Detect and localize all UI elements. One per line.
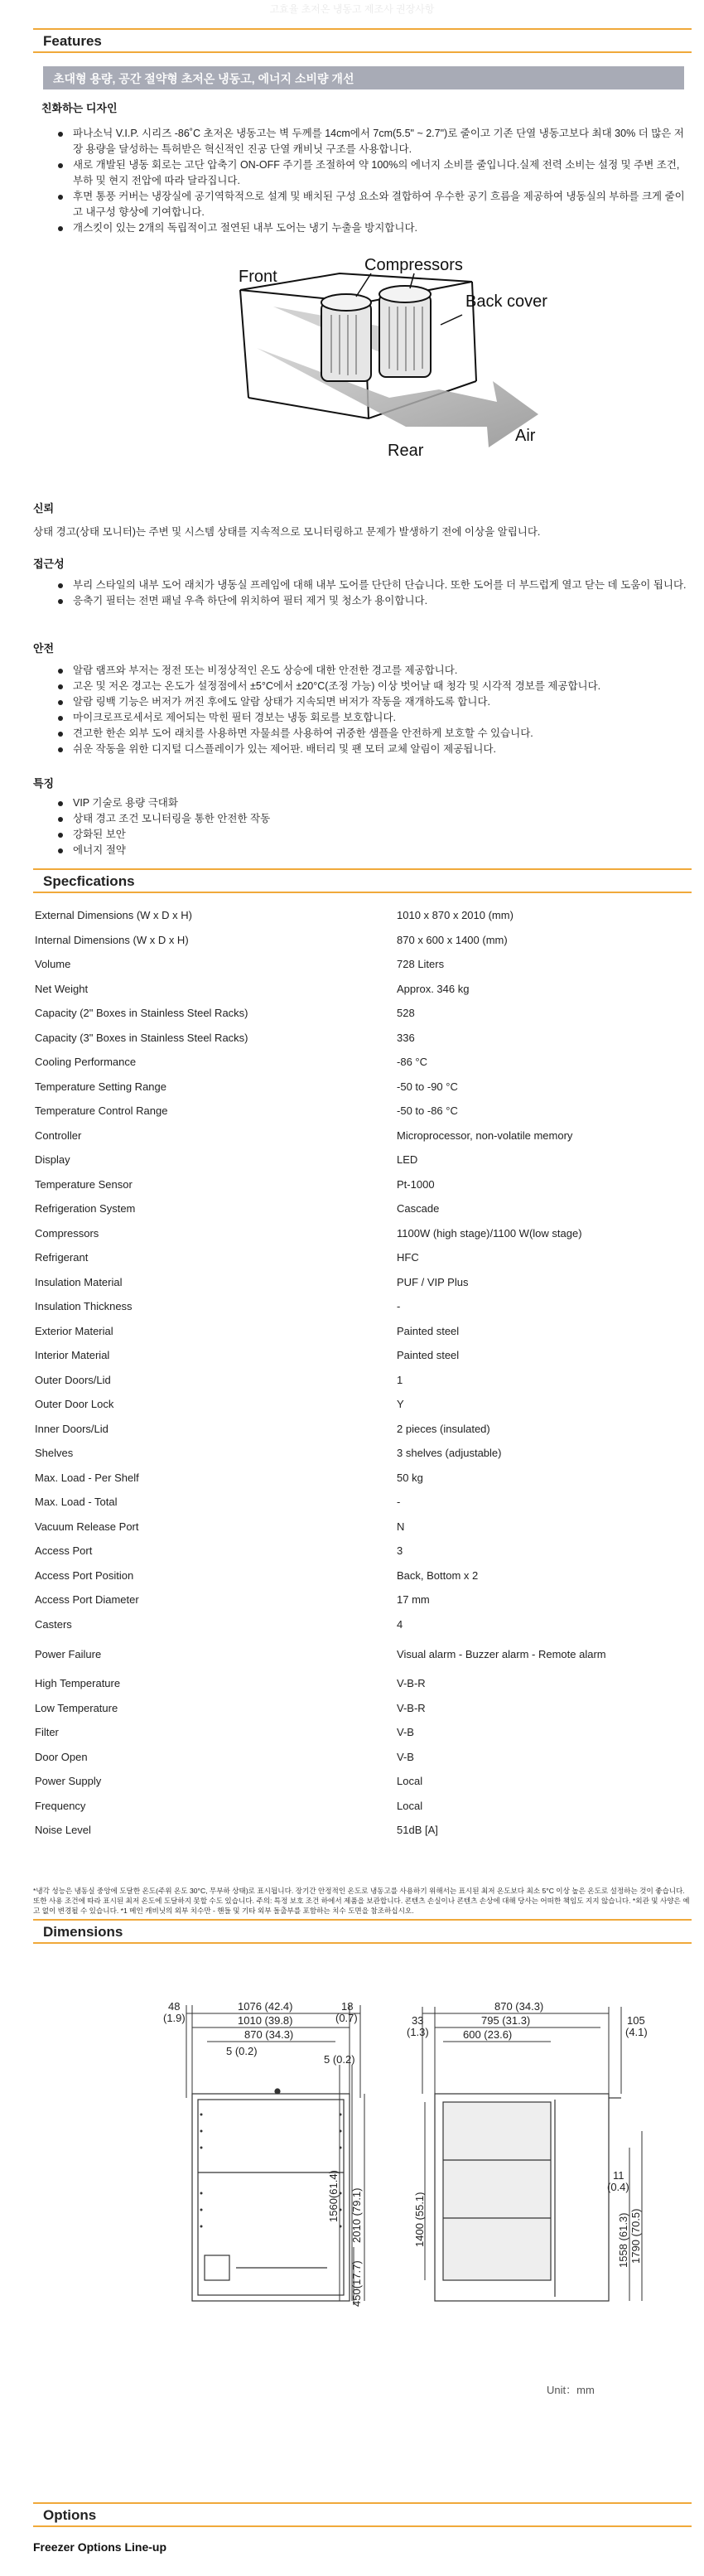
spec-value: Cascade <box>397 1202 440 1216</box>
dim-5-b: 5 (0.2) <box>324 2053 355 2066</box>
list-item: VIP 기술로 용량 극대화 <box>58 795 687 811</box>
spec-value: Local <box>397 1775 423 1788</box>
top-caption: 고효율 초저온 냉동고 제조사 권장사항 <box>269 3 435 15</box>
dim-11: 11 <box>613 2169 624 2182</box>
table-row <box>33 1075 692 1100</box>
features-section-header <box>33 28 692 53</box>
table-row <box>33 1720 692 1745</box>
spec-label: Access Port Position <box>35 1568 134 1582</box>
label-rear: Rear <box>388 442 424 460</box>
spec-value: Painted steel <box>397 1324 460 1337</box>
spec-label: Low Temperature <box>35 1701 118 1714</box>
list-item: 에너지 절약 <box>58 843 687 858</box>
table-row <box>33 1294 692 1319</box>
dimensions-title: Dimensions <box>43 1924 123 1940</box>
list-item: 응축기 필터는 전면 패널 우측 하단에 위치하여 필터 제거 및 청소가 용이합니다. <box>58 593 687 609</box>
list-item: 상태 경고 조건 모니터링을 통한 안전한 작동 <box>58 811 687 827</box>
spec-label: Insulation Material <box>35 1275 123 1288</box>
accessibility-list <box>58 578 687 609</box>
spec-label: Shelves <box>35 1447 74 1460</box>
spec-label: Display <box>35 1153 70 1167</box>
spec-label: Noise Level <box>35 1824 91 1837</box>
dimensions-section-header <box>33 1919 692 1944</box>
spec-value: PUF / VIP Plus <box>397 1275 469 1288</box>
front-view-dots <box>200 2114 342 2228</box>
spec-label: Interior Material <box>35 1349 110 1362</box>
spec-value: 51dB [A] <box>397 1824 438 1837</box>
spec-value: 528 <box>397 1007 415 1020</box>
spec-value: Microprocessor, non-volatile memory <box>397 1129 573 1142</box>
dim-33-in: (1.3) <box>407 2026 429 2038</box>
side-view <box>435 2094 621 2301</box>
options-section-header <box>33 2502 692 2527</box>
table-row <box>33 1172 692 1197</box>
table-row <box>33 1417 692 1442</box>
spec-value: 336 <box>397 1031 415 1044</box>
safety-list <box>58 663 687 757</box>
dim-450: 450(17.7) <box>350 2260 363 2307</box>
table-row <box>33 977 692 1002</box>
table-row <box>33 1671 692 1696</box>
spec-value: Y <box>397 1398 404 1411</box>
table-row <box>33 1490 692 1515</box>
list-item: 후면 통풍 커버는 냉장실에 공기역학적으로 설계 및 배치된 구성 요소와 결합하여 우수한 공기 흐름을 제공하여 냉동실의 부하를 크게 줄이고 내구성 향상에 기여합니다. <box>58 189 687 220</box>
spec-label: Exterior Material <box>35 1324 113 1337</box>
list-item: 새로 개발된 냉동 회로는 고단 압축기 ON-OFF 주기를 조절하여 약 100%의 에너지 소비를 줄입니다.실제 전력 소비는 설정 및 주변 조건, 부하 및 현지 전압에 따라 달라집니다. <box>58 157 687 189</box>
spec-label: Access Port Diameter <box>35 1593 139 1607</box>
label-air: Air <box>515 427 536 445</box>
dim-1558: 1558 (61.3) <box>617 2212 629 2268</box>
dim-105: 105 <box>627 2014 645 2027</box>
features-title: Features <box>43 33 102 49</box>
table-row <box>33 1026 692 1051</box>
spec-value: 3 shelves (adjustable) <box>397 1447 502 1460</box>
table-row <box>33 1588 692 1612</box>
table-row <box>33 1221 692 1246</box>
spec-value: - <box>397 1300 401 1313</box>
spec-value: -50 to -86 °C <box>397 1104 458 1118</box>
spec-label: Controller <box>35 1129 82 1142</box>
spec-label: Access Port <box>35 1544 93 1558</box>
dim-33: 33 <box>412 2014 424 2027</box>
dim-795: 795 (31.3) <box>481 2014 531 2027</box>
accessibility-heading: 접근성 <box>33 558 65 570</box>
spec-label: Refrigeration System <box>35 1202 136 1216</box>
spec-value: V-B <box>397 1750 414 1763</box>
table-row <box>33 1818 692 1843</box>
reliability-text: 상태 경고(상태 모니터)는 주변 및 시스템 상태를 지속적으로 모니터링하고 문제가 발생하기 전에 이상을 알립니다. <box>33 526 541 538</box>
table-row <box>33 1270 692 1295</box>
list-item: 강화된 보안 <box>58 827 687 843</box>
spec-value: 50 kg <box>397 1471 423 1484</box>
spec-value: -50 to -90 °C <box>397 1080 458 1093</box>
spec-label: Frequency <box>35 1799 86 1812</box>
front-view <box>192 2089 350 2301</box>
options-title: Options <box>43 2507 97 2523</box>
dim-1560: 1560(61.4) <box>327 2170 340 2222</box>
table-row <box>33 1368 692 1393</box>
table-row <box>33 1050 692 1075</box>
table-row <box>33 1441 692 1466</box>
spec-value: V-B-R <box>397 1701 426 1714</box>
dim-11-in: (0.4) <box>607 2181 629 2193</box>
spec-label: Compressors <box>35 1226 99 1240</box>
spec-value: 17 mm <box>397 1593 430 1607</box>
spec-value: Pt-1000 <box>397 1177 435 1191</box>
dim-1790: 1790 (70.5) <box>629 2208 642 2264</box>
compressor-left <box>321 294 371 381</box>
spec-value: 2 pieces (insulated) <box>397 1422 490 1435</box>
label-back-cover-text: Back cover <box>465 292 547 311</box>
spec-label: Max. Load - Per Shelf <box>35 1471 139 1484</box>
table-row <box>33 952 692 977</box>
reliability-heading: 신뢰 <box>33 502 55 515</box>
spec-label: Temperature Setting Range <box>35 1080 166 1093</box>
spec-value: Approx. 346 kg <box>397 982 470 995</box>
table-row <box>33 1343 692 1368</box>
table-row <box>33 1392 692 1417</box>
list-item: 개스킷이 있는 2개의 독립적이고 절연된 내부 도어는 냉기 누출을 방지합니다. <box>58 220 687 236</box>
list-item: 파나소닉 V.I.P. 시리즈 -86˚C 초저온 냉동고는 벽 두께를 14cm에서 7cm(5.5" ~ 2.7")로 줄이고 기존 단열 냉동고보다 최대 30% 더 많은 저장 용량을 달성하는 특허받은 혁신적인 진공 단열 캐비닛 구조를 사용합니다. <box>58 126 687 157</box>
eco-design-heading: 친화하는 디자인 <box>41 102 118 114</box>
specifications-section-header <box>33 868 692 893</box>
list-item: 쉬운 작동을 위한 디지털 디스플레이가 있는 제어판. 배터리 및 팬 모터 교체 알림이 제공됩니다. <box>58 742 687 757</box>
spec-value: Painted steel <box>397 1349 460 1362</box>
spec-value: 1010 x 870 x 2010 (mm) <box>397 909 514 922</box>
table-row <box>33 1769 692 1794</box>
spec-label: Capacity (2" Boxes in Stainless Steel Racks) <box>35 1007 248 1020</box>
table-row <box>33 1196 692 1221</box>
spec-value: LED <box>397 1153 418 1167</box>
spec-value: V-B <box>397 1726 414 1739</box>
dim-1010: 1010 (39.8) <box>238 2014 293 2027</box>
table-row <box>33 1001 692 1026</box>
list-item: 마이크로프로세서로 제어되는 막힌 필터 경보는 냉동 회로를 보호합니다. <box>58 710 687 726</box>
dim-105-in: (4.1) <box>625 2026 648 2038</box>
spec-label: Power Supply <box>35 1775 102 1788</box>
table-row <box>33 1124 692 1148</box>
characteristics-list <box>58 795 687 858</box>
dim-1400: 1400 (55.1) <box>413 2192 426 2247</box>
options-lineup-heading: Freezer Options Line-up <box>33 2540 167 2554</box>
safety-heading: 안전 <box>33 642 55 655</box>
list-item: 부리 스타일의 내부 도어 래치가 냉동실 프레임에 대해 내부 도어를 단단히 단습니다. 또한 도어를 더 부드럽게 열고 닫는 데 도움이 됩니다. <box>58 578 687 593</box>
table-row <box>33 1636 692 1671</box>
specifications-title: Specfications <box>43 873 135 889</box>
list-item: 견고한 한손 외부 도어 래치를 사용하면 자물쇠를 사용하여 귀중한 샘플을 안전하게 보호할 수 있습니다. <box>58 726 687 742</box>
label-back-cover <box>465 292 547 311</box>
table-row <box>33 1245 692 1270</box>
spec-label: Filter <box>35 1726 59 1739</box>
dim-48-in: (1.9) <box>163 2012 186 2024</box>
dim-18: 18 <box>341 2000 354 2013</box>
spec-label: Capacity (3" Boxes in Stainless Steel Racks) <box>35 1031 248 1044</box>
characteristics-heading: 특징 <box>33 777 55 790</box>
spec-value: N <box>397 1520 405 1533</box>
spec-label: External Dimensions (W x D x H) <box>35 909 192 922</box>
dim-48: 48 <box>168 2000 181 2013</box>
dim-600: 600 (23.6) <box>463 2028 513 2041</box>
dim-18-in: (0.7) <box>335 2012 358 2024</box>
spec-label: Temperature Sensor <box>35 1177 133 1191</box>
spec-label: Casters <box>35 1617 72 1631</box>
spec-label: Internal Dimensions (W x D x H) <box>35 933 189 946</box>
spec-label: Inner Doors/Lid <box>35 1422 108 1435</box>
dim-870-side: 870 (34.3) <box>494 2000 544 2013</box>
spec-value: 4 <box>397 1617 403 1631</box>
table-row <box>33 1099 692 1124</box>
table-row <box>33 928 692 953</box>
spec-value: HFC <box>397 1251 419 1264</box>
spec-value: 1 <box>397 1373 403 1386</box>
dim-2010: 2010 (79.1) <box>350 2187 363 2243</box>
specifications-footnote: *냉각 성능은 냉동실 중앙에 도달한 온도(주위 온도 30°C, 무부하 상태)로 표시됩니다. 장기간 안정적인 온도로 냉동고를 사용하기 위해서는 표시된 최저 온도보다 최소 5°C 이상 높은 온도로 설정하는 것이 좋습니다. 또한 사용 조건에 따라 표시된 최저 온도에 도달하지 못할 수도 있습니다. 주의: 특정 보호 조건 하에서 제품을 보관합니다. 콘텐츠 손실이나 콘텐츠 손상에 대해 당사는 어떠한 책임도 지지 않습니다. *외관 및 사양은 예고 없이 변경될 수 있습니다. *1 메인 캐비닛의 외부 치수만 - 핸들 및 기타 외부 돌출부를 포함하는 치수 도면을 참조하십시오. <box>33 1887 690 1915</box>
dim-1076: 1076 (42.4) <box>238 2000 293 2013</box>
spec-value: - <box>397 1496 401 1509</box>
list-item: 알람 램프와 부저는 정전 또는 비정상적인 온도 상승에 대한 안전한 경고를 제공합니다. <box>58 663 687 679</box>
table-row <box>33 1612 692 1637</box>
dim-5-a: 5 (0.2) <box>226 2045 258 2057</box>
spec-label: Max. Load - Total <box>35 1496 118 1509</box>
spec-value: 3 <box>397 1544 403 1558</box>
unit-label: Unit：mm <box>547 2384 595 2396</box>
spec-label: Door Open <box>35 1750 88 1763</box>
table-row <box>33 1515 692 1539</box>
table-row <box>33 1319 692 1344</box>
table-row <box>33 1563 692 1588</box>
label-front: Front <box>239 268 277 286</box>
spec-label: Power Failure <box>35 1647 102 1660</box>
spec-value: Local <box>397 1799 423 1812</box>
spec-value: -86 °C <box>397 1056 428 1069</box>
airflow-diagram <box>224 257 571 464</box>
spec-label: Outer Door Lock <box>35 1398 114 1411</box>
spec-value: 870 x 600 x 1400 (mm) <box>397 933 508 946</box>
specifications-table <box>33 903 692 1843</box>
table-row <box>33 1696 692 1721</box>
table-row <box>33 1539 692 1563</box>
spec-label: Temperature Control Range <box>35 1104 168 1118</box>
eco-design-list <box>58 126 687 236</box>
spec-label: Net Weight <box>35 982 89 995</box>
features-intro-bar: 초대형 용량, 공간 절약형 초저온 냉동고, 에너지 소비량 개선 <box>43 66 684 89</box>
spec-value: V-B-R <box>397 1677 426 1690</box>
spec-label: Insulation Thickness <box>35 1300 133 1313</box>
spec-label: Outer Doors/Lid <box>35 1373 111 1386</box>
spec-value: 1100W (high stage)/1100 W(low stage) <box>397 1226 582 1240</box>
spec-value: Visual alarm - Buzzer alarm - Remote alarm <box>397 1647 606 1660</box>
spec-label: Refrigerant <box>35 1251 89 1264</box>
table-row <box>33 1745 692 1770</box>
list-item: 알람 링백 기능은 버저가 꺼진 후에도 알람 상태가 지속되면 버저가 작동을 재개하도록 합니다. <box>58 694 687 710</box>
table-row <box>33 1794 692 1819</box>
table-row <box>33 1466 692 1491</box>
dim-870-front: 870 (34.3) <box>244 2028 294 2041</box>
spec-label: Vacuum Release Port <box>35 1520 139 1533</box>
list-item: 고온 및 저온 경고는 온도가 설정점에서 ±5°C에서 ±20°C(조정 가능) 이상 벗어날 때 청각 및 시각적 경보를 제공합니다. <box>58 679 687 694</box>
table-row <box>33 903 692 928</box>
spec-label: High Temperature <box>35 1677 121 1690</box>
spec-value: 728 Liters <box>397 958 445 971</box>
spec-value: Back, Bottom x 2 <box>397 1568 479 1582</box>
label-compressors: Compressors <box>364 257 463 274</box>
compressor-right <box>379 286 431 377</box>
table-row <box>33 1148 692 1172</box>
dimension-drawing <box>162 1998 675 2334</box>
spec-label: Volume <box>35 958 71 971</box>
spec-label: Cooling Performance <box>35 1056 137 1069</box>
